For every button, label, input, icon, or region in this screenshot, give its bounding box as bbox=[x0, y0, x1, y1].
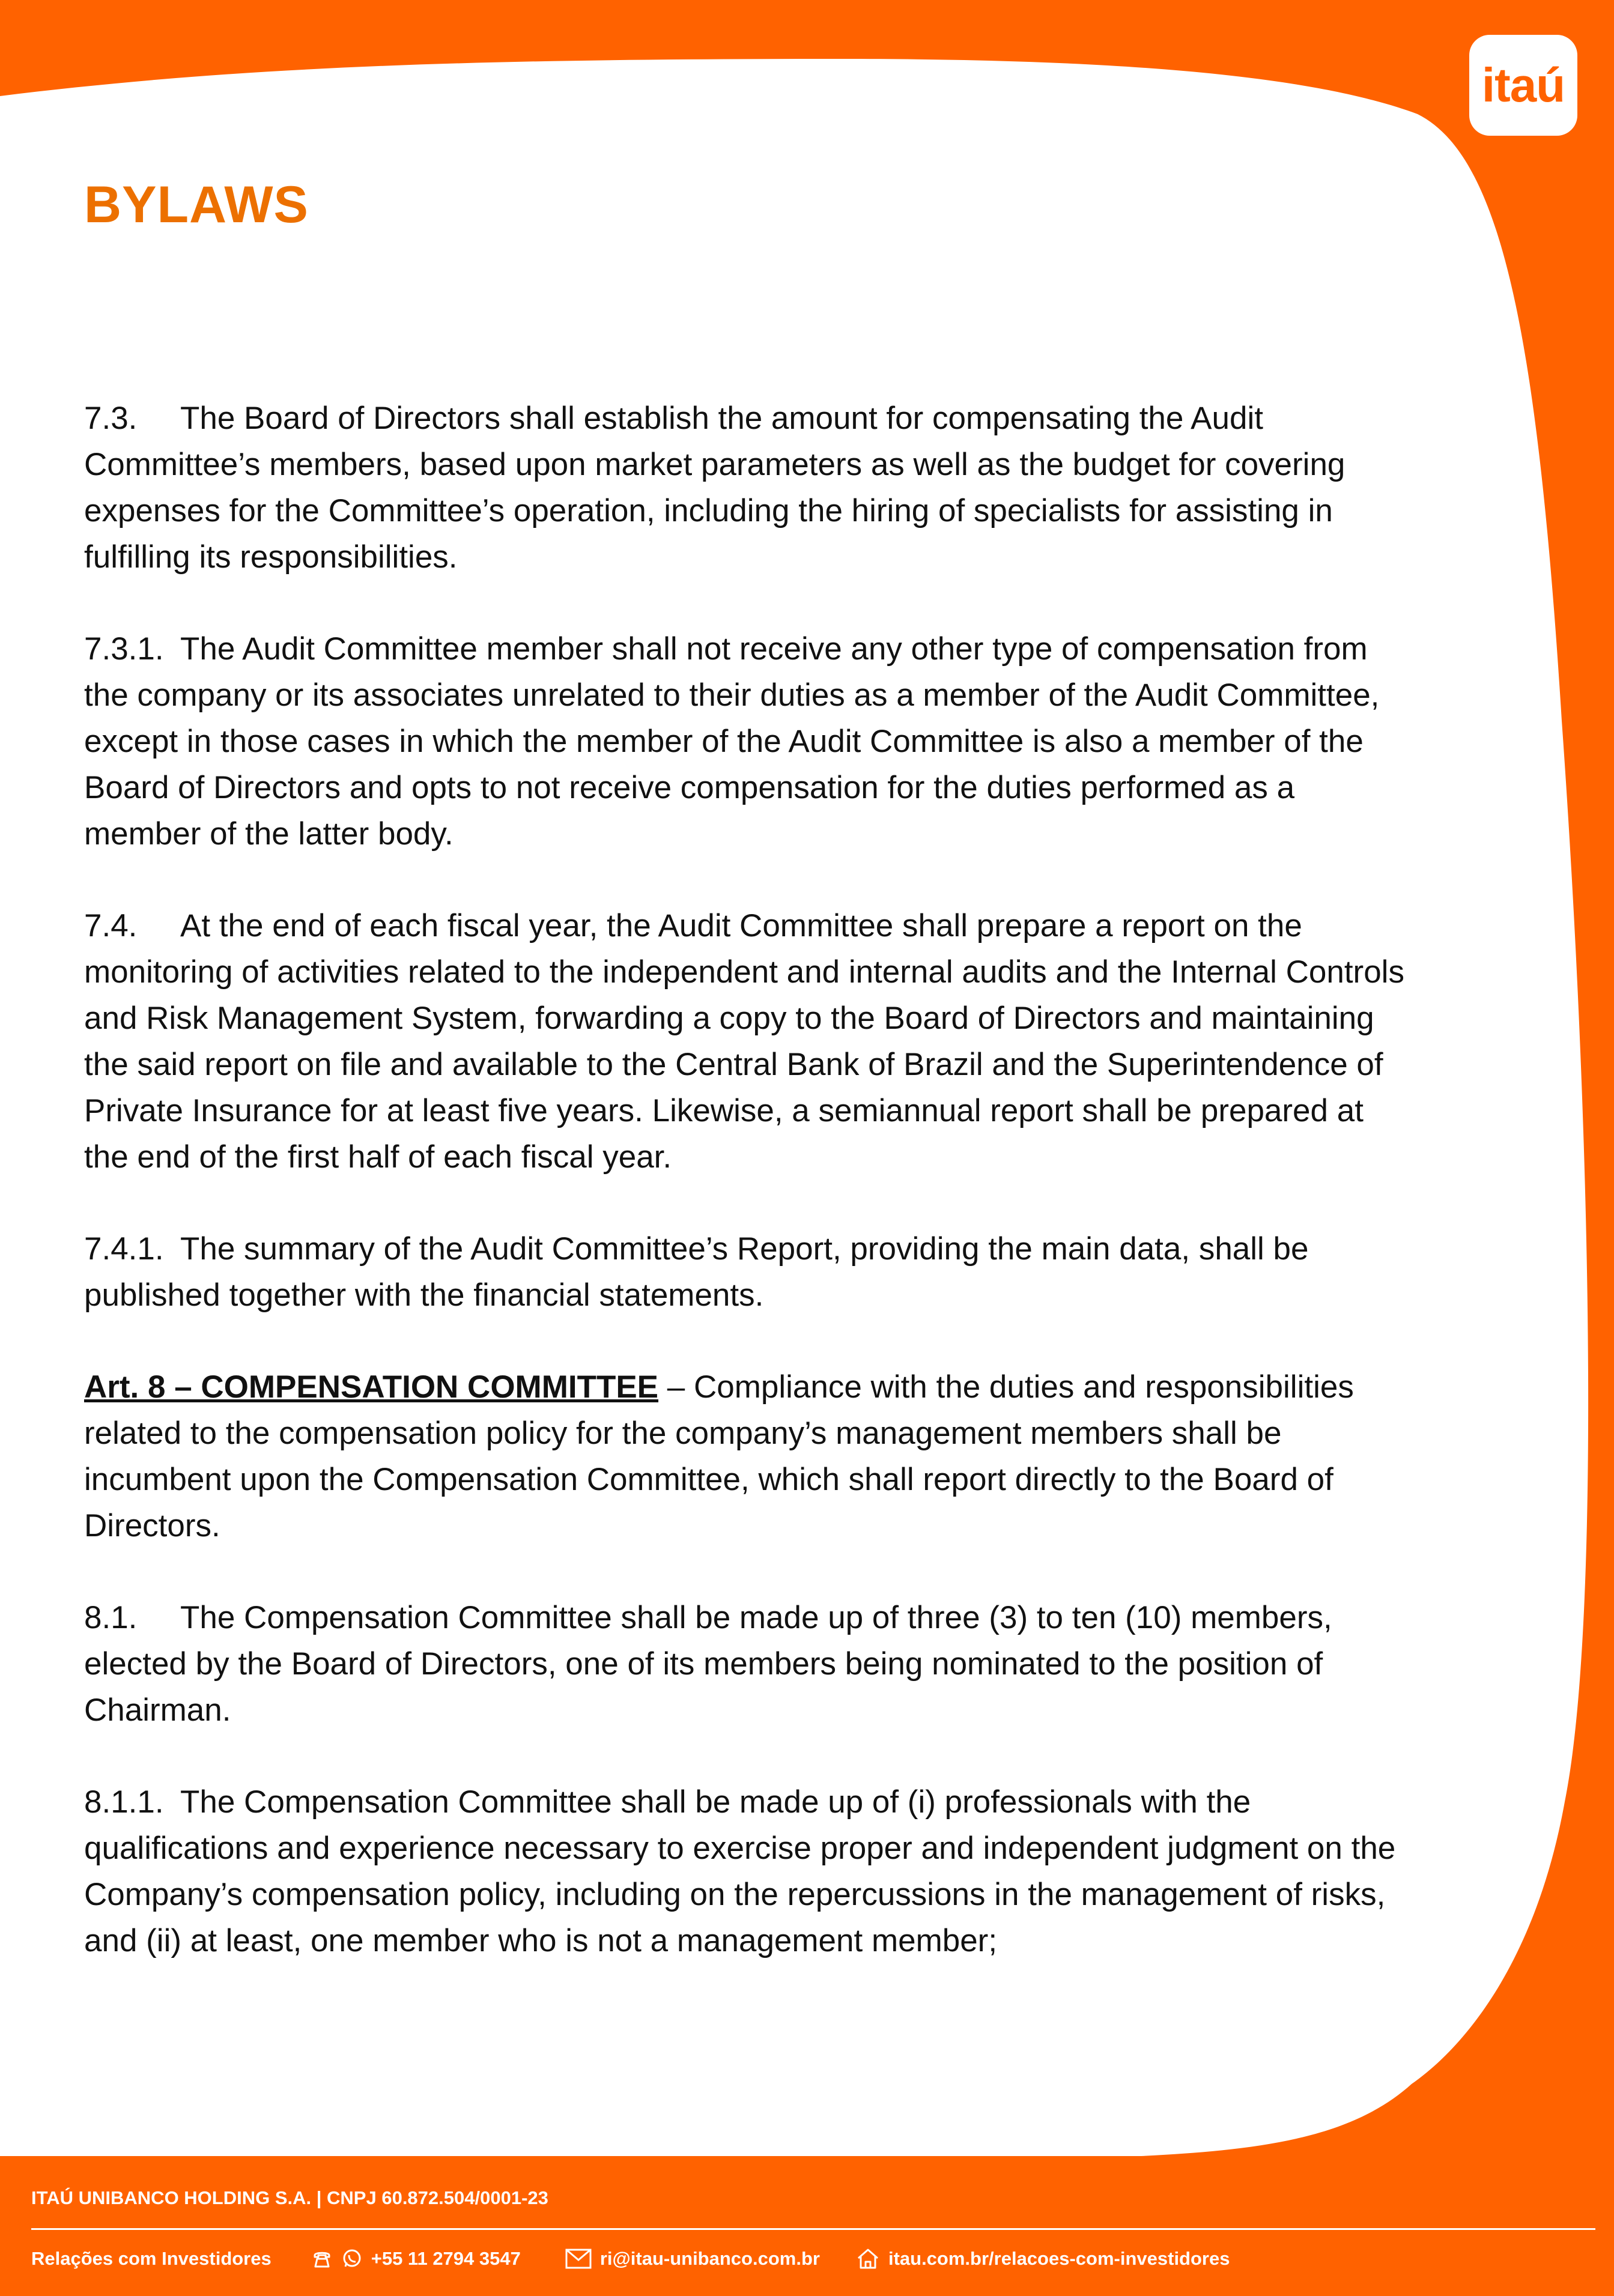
paragraph-7-4 bbox=[84, 903, 1406, 1180]
clause-number: 7.3.1. bbox=[84, 631, 164, 667]
footer-website-url: itau.com.br/relacoes-com-investidores bbox=[888, 2248, 1230, 2269]
clause-number: 8.1.1. bbox=[84, 1784, 164, 1820]
paragraph-8-1 bbox=[84, 1595, 1406, 1733]
footer-ir-label: Relações com Investidores bbox=[31, 2248, 272, 2269]
clause-text: The summary of the Audit Committee’s Report, providing the main data, shall be published together with the financial statements. bbox=[84, 1231, 1309, 1313]
footer-company-info: ITAÚ UNIBANCO HOLDING S.A. | CNPJ 60.872.504/0001-23 bbox=[31, 2187, 548, 2208]
footer-website[interactable] bbox=[856, 2247, 1230, 2270]
footer-divider bbox=[31, 2228, 1595, 2230]
footer-email[interactable] bbox=[565, 2248, 820, 2270]
logo-text: itaú bbox=[1481, 58, 1565, 112]
paragraph-8-1-1 bbox=[84, 1779, 1406, 1964]
paragraph-7-4-1 bbox=[84, 1226, 1406, 1318]
phone-icon bbox=[311, 2248, 333, 2270]
clause-text: The Compensation Committee shall be made up of three (3) to ten (10) members, elected by the Board of Directors, one of its members being nominated to the position of Chairman. bbox=[84, 1600, 1332, 1728]
home-icon bbox=[856, 2247, 880, 2270]
envelope-icon bbox=[565, 2249, 592, 2269]
document-body bbox=[84, 395, 1406, 2010]
clause-number: 7.3. bbox=[84, 401, 138, 436]
whatsapp-icon bbox=[341, 2248, 363, 2270]
clause-text: The Board of Directors shall establish the amount for compensating the Audit Committee’s members, based upon market parameters as well as the budget for covering expenses for the Committee’s operation, including the hiring of specialists for assisting in fulfilling its responsibilities. bbox=[84, 401, 1346, 575]
clause-text: At the end of each fiscal year, the Audit Committee shall prepare a report on the monitoring of activities related to the independent and internal audits and the Internal Controls and Risk Management System, forwarding a copy to the Board of Directors and maintaining the said report on file and available to the Central Bank of Brazil and the Superintendence of Private Insurance for at least five years. Likewise, a semiannual report shall be prepared at the end of the first half of each fiscal year. bbox=[84, 908, 1404, 1175]
footer-contacts bbox=[31, 2244, 1590, 2273]
footer-phone[interactable] bbox=[311, 2248, 521, 2270]
article-8-text: – Compliance with the duties and responsibilities related to the compensation policy for the company’s management members shall be incumbent upon the Compensation Committee, which shall report directly to the Board of Directors. bbox=[84, 1369, 1354, 1543]
footer-phone-number: +55 11 2794 3547 bbox=[371, 2248, 521, 2269]
clause-number: 7.4. bbox=[84, 908, 138, 944]
clause-number: 7.4.1. bbox=[84, 1231, 164, 1267]
paragraph-7-3 bbox=[84, 395, 1406, 580]
clause-number: 8.1. bbox=[84, 1600, 138, 1635]
article-8-heading: Art. 8 – COMPENSATION COMMITTEE bbox=[84, 1369, 659, 1405]
footer-email-address: ri@itau-unibanco.com.br bbox=[599, 2248, 820, 2269]
itau-logo bbox=[1469, 35, 1577, 136]
clause-text: The Audit Committee member shall not receive any other type of compensation from the company or its associates unrelated to their duties as a member of the Audit Committee, except in those cases in which the member of the Audit Committee is also a member of the Board of Directors and opts to not receive compensation for the duties performed as a member of the latter body. bbox=[84, 631, 1380, 852]
page-title: BYLAWS bbox=[84, 176, 309, 234]
paragraph-7-3-1 bbox=[84, 626, 1406, 857]
clause-text: The Compensation Committee shall be made up of (i) professionals with the qualifications and experience necessary to exercise proper and independent judgment on the Company’s compensation policy, including on the repercussions in the management of risks, and (ii) at least, one member who is not a management member; bbox=[84, 1784, 1396, 1958]
article-8 bbox=[84, 1364, 1406, 1549]
